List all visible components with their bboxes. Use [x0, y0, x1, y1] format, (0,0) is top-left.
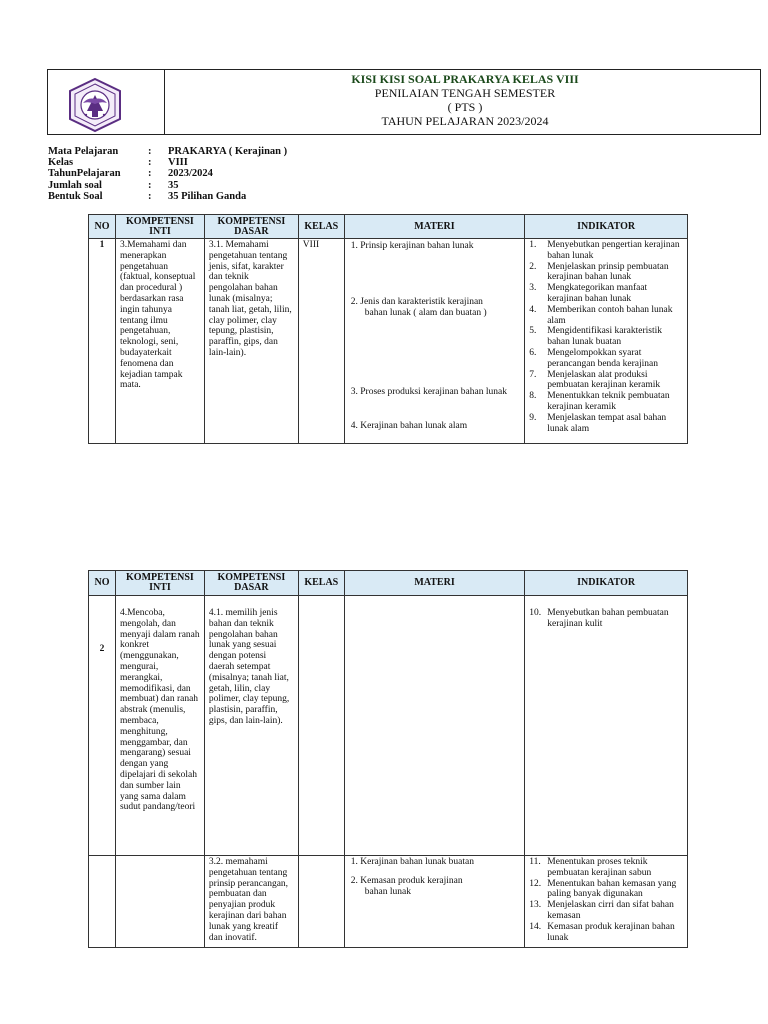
indikator-list	[529, 857, 683, 943]
cell-indikator	[525, 856, 688, 948]
info-row-subject	[48, 146, 368, 157]
cell-no	[89, 856, 116, 948]
kisi-table-2	[88, 570, 688, 948]
materi-line: 2. Jenis dan karakteristik kerajinan	[350, 297, 483, 307]
materi-item	[351, 241, 474, 252]
materi-line: 2. Kemasan produk kerajinan	[350, 875, 463, 886]
header-box	[47, 69, 761, 135]
item-number: 13.	[529, 900, 542, 911]
item-number: 12.	[529, 878, 542, 889]
item-number: 5.	[529, 326, 537, 337]
column-header-indikator: INDIKATOR	[525, 215, 688, 239]
table-row	[89, 596, 688, 856]
info-colon: :	[148, 179, 152, 191]
kisi-table-1	[88, 214, 688, 444]
item-number: 7.	[529, 369, 537, 380]
info-label: Jumlah soal	[48, 179, 102, 191]
column-header-no: NO	[89, 571, 116, 596]
column-header-kelas: KELAS	[298, 215, 344, 239]
item-number: 6.	[529, 347, 537, 358]
header-line-3: ( PTS )	[447, 100, 483, 114]
indikator-list	[529, 608, 683, 630]
info-row-count	[48, 180, 368, 191]
info-block	[48, 146, 368, 202]
cell-kelas	[298, 596, 344, 856]
info-colon: :	[148, 190, 152, 202]
info-label: Kelas	[48, 157, 74, 169]
cell-kompetensi-inti	[115, 856, 204, 948]
materi-line: 1. Prinsip kerajinan bahan lunak	[350, 241, 474, 251]
header-line-4: TAHUN PELAJARAN 2023/2024	[381, 114, 549, 128]
info-value: 35 Pilihan Ganda	[168, 190, 247, 202]
cell-kompetensi-dasar: 4.1. memilih jenis bahan dan teknik pengolahan bahan lunak yang sesuai dengan potensi daerah setempat (misalnya; tanah liat, getah, lilin, clay polimer, clay tepung, plastisin, paraffin, gips, dan lain-lain).	[204, 596, 298, 856]
cell-materi	[344, 596, 525, 856]
cell-kelas	[298, 856, 344, 948]
materi-line: 3. Proses produksi kerajinan bahan lunak	[350, 387, 507, 397]
info-value: 35	[168, 179, 179, 191]
header-line-2: PENILAIAN TENGAH SEMESTER	[374, 86, 556, 100]
column-header-materi: MATERI	[344, 571, 525, 596]
item-number: 2.	[529, 261, 537, 272]
info-colon: :	[148, 157, 152, 169]
page-title: KISI KISI SOAL PRAKARYA KELAS VIII	[351, 72, 579, 86]
materi-line: 4. Kerajinan bahan lunak alam	[350, 421, 468, 431]
list-item	[529, 922, 683, 944]
item-text: Menjelaskan cirri dan sifat bahan kemasan	[547, 900, 674, 921]
column-header-kelas: KELAS	[298, 571, 344, 596]
list-item	[529, 857, 683, 879]
cell-kompetensi-dasar: 3.2. memahami pengetahuan tentang prinsip perancangan, pembuatan dan penyajian produk kerajinan dari bahan lunak yang kreatif dan inovatif.	[204, 856, 298, 948]
materi-line: 1. Kerajinan bahan lunak buatan	[350, 857, 474, 867]
info-colon: :	[148, 146, 152, 157]
column-header-ki: KOMPETENSI INTI	[115, 571, 204, 596]
materi-line: bahan lunak ( alam dan buatan )	[364, 307, 487, 318]
cell-materi	[344, 239, 524, 444]
item-text: Menyebutkan pengertian kerajinan bahan lunak	[547, 240, 680, 261]
indikator-list	[529, 240, 683, 434]
item-text: Mengelompokkan syarat perancangan benda kerajinan	[547, 347, 658, 369]
item-text: Menentukan proses teknik pembuatan kerajinan sabun	[547, 857, 652, 878]
item-number: 8.	[529, 391, 537, 402]
list-item	[529, 262, 683, 284]
item-text: Menentukkan teknik pembuatan kerajinan keramik	[547, 391, 670, 412]
cell-kompetensi-inti: 3.Memahami dan menerapkan pengetahuan (faktual, konseptual dan procedural ) berdasarkan rasa ingin tahunya tentang ilmu pengetahuan, teknologi, seni, budayaterkait fenomena dan kejadian tampak mata.	[115, 239, 204, 444]
item-number: 11.	[529, 857, 541, 867]
info-label: Mata Pelajaran	[48, 146, 119, 157]
list-item	[529, 370, 683, 392]
cell-kompetensi-dasar: 3.1. Memahami pengetahuan tentang jenis, sifat, karakter dan teknik pengolahan bahan lunak (misalnya; tanah liat, getah, lilin, clay polimer, clay tepung, plastisin, paraffin, gips, dan lain-lain).	[204, 239, 298, 444]
info-value: 2023/2024	[168, 168, 213, 180]
item-text: Memberikan contoh bahan lunak alam	[547, 304, 673, 326]
cell-no: 2	[89, 596, 116, 856]
column-header-materi: MATERI	[344, 215, 524, 239]
item-number: 1.	[529, 240, 537, 250]
item-text: Menyebutkan bahan pembuatan kerajinan kulit	[547, 608, 669, 629]
materi-line: bahan lunak	[364, 886, 411, 897]
info-colon: :	[148, 168, 152, 180]
school-emblem-icon	[66, 77, 124, 133]
item-text: Menjelaskan alat produksi pembuatan kerajinan keramik	[547, 369, 661, 391]
list-item	[529, 326, 683, 348]
materi-item	[349, 876, 521, 898]
item-number: 4.	[529, 304, 537, 315]
item-number: 9.	[529, 412, 537, 423]
cell-kompetensi-inti: 4.Mencoba, mengolah, dan menyaji dalam ranah konkret (menggunakan, mengurai, merangkai, memodifikasi, dan membuat) dan ranah abstrak (menulis, membaca, menghitung, menggambar, dan mengarang) sesuai dengan yang dipelajari di sekolah dan sumber lain yang sama dalam sudut pandang/teori	[115, 596, 204, 856]
item-text: Kemasan produk kerajinan bahan lunak	[547, 921, 675, 943]
item-text: Mengidentifikasi karakteristik bahan lunak buatan	[547, 326, 662, 348]
info-row-class	[48, 157, 368, 168]
info-row-year	[48, 168, 368, 179]
table-row	[89, 239, 688, 444]
item-text: Menentukan bahan kemasan yang paling banyak digunakan	[547, 878, 677, 900]
item-text: Menjelaskan prinsip pembuatan kerajinan bahan lunak	[547, 261, 669, 283]
item-text: Menjelaskan tempat asal bahan lunak alam	[547, 412, 667, 434]
table-header-row	[89, 215, 688, 239]
column-header-no: NO	[89, 215, 116, 239]
header-title-block	[165, 72, 760, 128]
list-item	[529, 391, 683, 413]
list-item	[529, 305, 683, 327]
info-row-type	[48, 191, 368, 202]
cell-indikator	[525, 596, 688, 856]
item-text: Mengkategorikan manfaat kerajinan bahan lunak	[547, 283, 648, 304]
materi-item	[351, 297, 487, 319]
list-item	[529, 283, 683, 305]
cell-no: 1	[89, 239, 116, 444]
column-header-ki: KOMPETENSI INTI	[115, 215, 204, 239]
table-row	[89, 856, 688, 948]
info-value: VIII	[168, 157, 188, 169]
info-label: Bentuk Soal	[48, 190, 103, 202]
list-item	[529, 900, 683, 922]
info-label: TahunPelajaran	[48, 168, 121, 180]
table-header-row	[89, 571, 688, 596]
list-item	[529, 240, 683, 262]
list-item	[529, 608, 683, 630]
cell-indikator	[525, 239, 688, 444]
materi-item	[351, 387, 507, 398]
cell-kelas: VIII	[298, 239, 344, 444]
column-header-indikator: INDIKATOR	[525, 571, 688, 596]
item-number: 3.	[529, 283, 537, 294]
column-header-kd: KOMPETENSI DASAR	[204, 571, 298, 596]
materi-item	[349, 857, 521, 868]
list-item	[529, 348, 683, 370]
list-item	[529, 413, 683, 435]
logo-cell	[48, 70, 165, 134]
item-number: 10.	[529, 608, 542, 618]
info-value: PRAKARYA ( Kerajinan )	[168, 146, 288, 157]
materi-item	[351, 421, 467, 432]
cell-materi	[344, 856, 525, 948]
list-item	[529, 879, 683, 901]
column-header-kd: KOMPETENSI DASAR	[204, 215, 298, 239]
item-number: 14.	[529, 921, 542, 932]
